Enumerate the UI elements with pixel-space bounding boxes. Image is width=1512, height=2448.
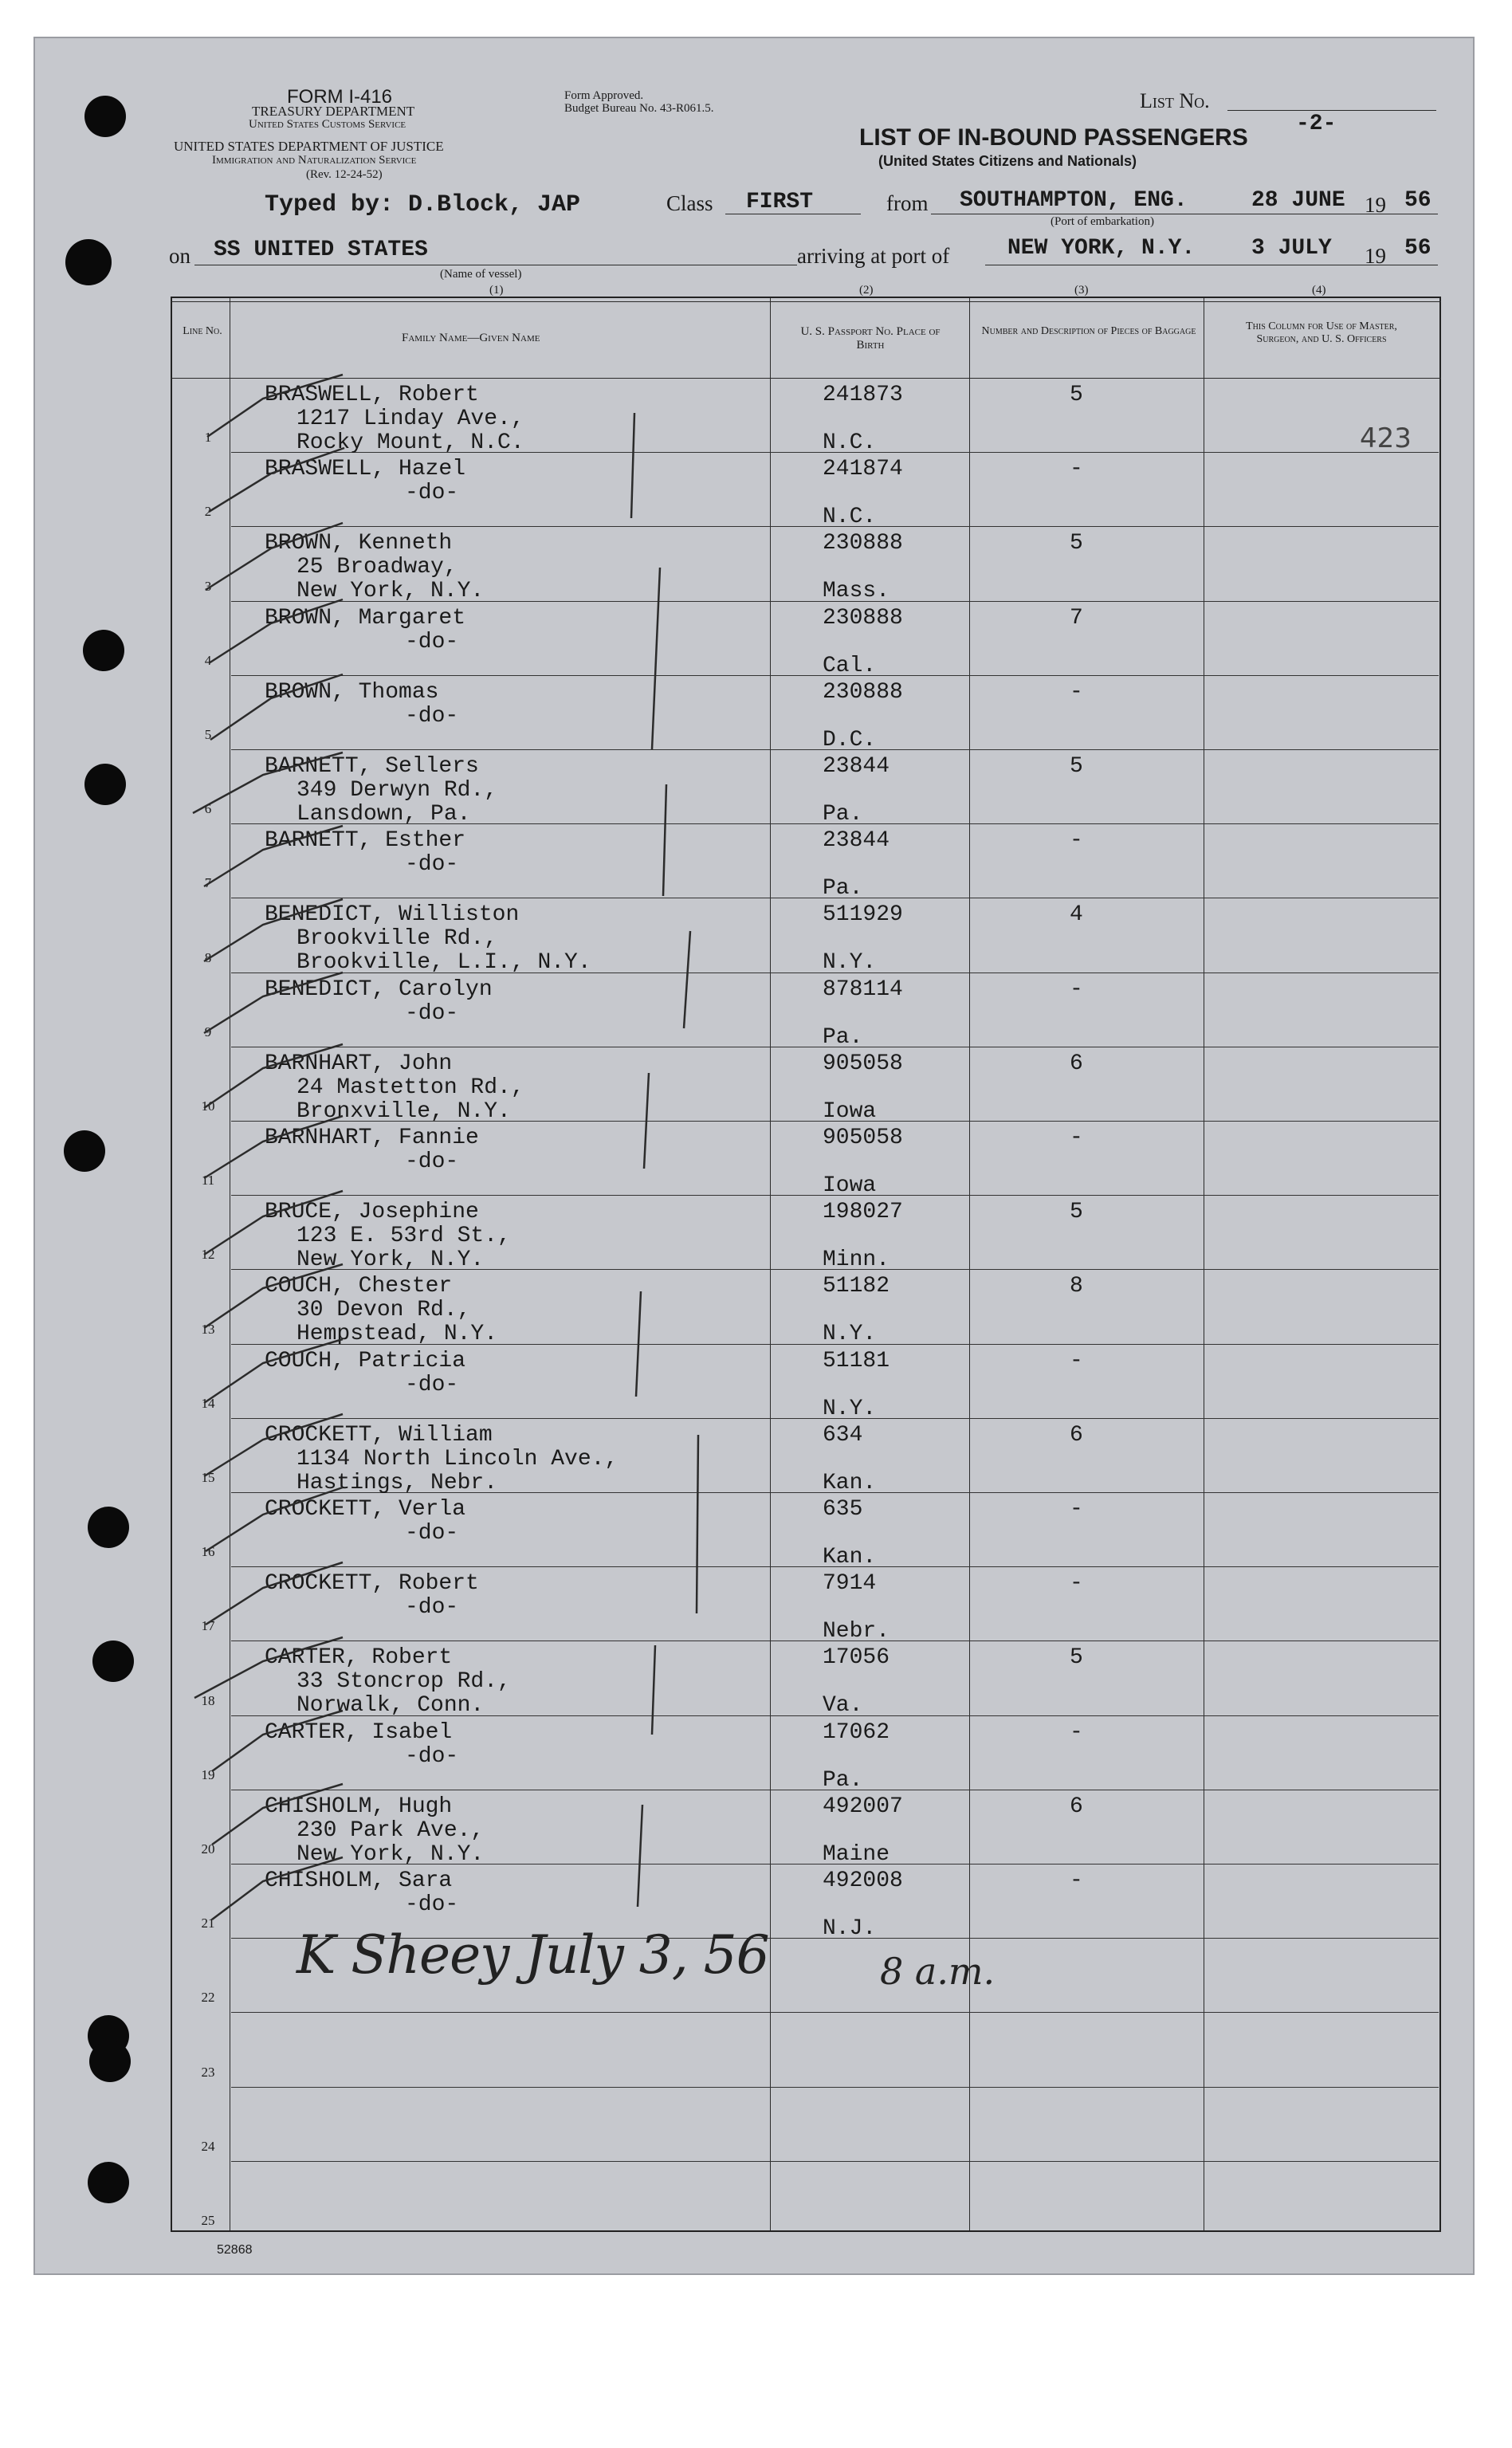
port-embarkation-caption: (Port of embarkation) (1051, 215, 1154, 228)
passenger-name: CHISHOLM, Sara (265, 1868, 453, 1893)
col-num-3: (3) (1074, 284, 1089, 297)
passport-number: 198027 (823, 1200, 903, 1225)
arrival-date: 3 JULY (1251, 236, 1332, 261)
place-of-birth: Maine (823, 1841, 890, 1867)
passenger-name: BARNETT, Sellers (265, 754, 479, 779)
passenger-address-1: 123 E. 53rd St., (297, 1224, 511, 1249)
line-number: 22 (201, 1990, 215, 2006)
passport-number: 17062 (823, 1719, 890, 1745)
list-subtitle: (United States Citizens and Nationals) (878, 153, 1137, 169)
passenger-name: BRUCE, Josephine (265, 1200, 479, 1225)
line-number: 3 (204, 578, 212, 594)
baggage-count: 5 (1070, 531, 1083, 556)
line-number: 13 (201, 1321, 215, 1337)
line-number: 23 (201, 2064, 215, 2080)
officer-note: 423 (1360, 422, 1412, 454)
baggage-count: - (1070, 1126, 1083, 1150)
passport-number: 51181 (823, 1348, 890, 1373)
passenger-address-1: 33 Stoncrop Rd., (297, 1669, 511, 1695)
passport-number: 878114 (823, 976, 903, 1002)
passenger-name: CHISHOLM, Hugh (265, 1794, 453, 1819)
passenger-name: BARNHART, Fannie (265, 1126, 479, 1150)
passport-number: 492007 (823, 1794, 903, 1819)
passport-number: 7914 (823, 1571, 877, 1597)
line-number: 17 (201, 1618, 215, 1634)
line-number: 5 (204, 727, 212, 742)
list-title: LIST OF IN-BOUND PASSENGERS (859, 124, 1248, 151)
ins-service: Immigration and Naturalization Service (212, 154, 417, 167)
passport-number: 17056 (823, 1645, 890, 1671)
place-of-birth: Mass. (823, 579, 890, 604)
place-of-birth: Nebr. (823, 1619, 890, 1644)
place-of-birth: Iowa (823, 1098, 877, 1124)
passenger-address-1: 24 Mastetton Rd., (297, 1075, 524, 1100)
budget-bureau: Budget Bureau No. 43-R061.5. (564, 102, 714, 115)
place-of-birth: Minn. (823, 1248, 890, 1273)
line-number: 16 (201, 1544, 215, 1560)
header-baggage: Number and Description of Pieces of Baggage (981, 325, 1196, 337)
passport-number: 905058 (823, 1051, 903, 1076)
treasury-dept: TREASURY DEPARTMENT (252, 104, 415, 119)
baggage-count: 8 (1070, 1274, 1083, 1299)
line-number: 9 (204, 1024, 212, 1039)
baggage-count: 6 (1070, 1422, 1083, 1448)
place-of-birth: N.Y. (823, 1322, 877, 1347)
passenger-address-2: Brookville, L.I., N.Y. (297, 950, 591, 976)
header-officers: This Column for Use of Master, Surgeon, and U. S. Officers (1246, 320, 1397, 345)
passenger-address-2: Lansdown, Pa. (297, 802, 471, 827)
passenger-address-2: New York, N.Y. (297, 1248, 485, 1273)
place-of-birth: Pa. (823, 802, 863, 827)
header-line-no: Line No. (183, 325, 222, 337)
line-number: 24 (201, 2138, 215, 2154)
class-label: Class (666, 191, 713, 215)
passenger-name: BENEDICT, Carolyn (265, 976, 493, 1002)
passenger-address-2: Norwalk, Conn. (297, 1693, 485, 1719)
passenger-name: BARNHART, John (265, 1051, 453, 1076)
line-number: 1 (204, 430, 212, 446)
line-number: 20 (201, 1841, 215, 1857)
passenger-name: BROWN, Margaret (265, 605, 466, 631)
baggage-count: 6 (1070, 1794, 1083, 1819)
passport-number: 230888 (823, 679, 903, 705)
year-prefix-2: 19 (1365, 244, 1386, 268)
form-number: FORM I-416 (287, 86, 393, 108)
line-number: 14 (201, 1395, 215, 1411)
passenger-name: COUCH, Chester (265, 1274, 453, 1299)
passenger-address-1: -do- (405, 703, 459, 729)
place-of-birth: N.Y. (823, 1396, 877, 1421)
passenger-address-1: -do- (405, 1892, 459, 1917)
baggage-count: - (1070, 679, 1083, 705)
year-2: 56 (1404, 236, 1431, 261)
passenger-address-2: Hastings, Nebr. (297, 1470, 498, 1495)
baggage-count: 7 (1070, 605, 1083, 631)
passenger-address-1: -do- (405, 1743, 459, 1769)
year-prefix-1: 19 (1365, 193, 1386, 217)
year-1: 56 (1404, 188, 1431, 213)
line-number: 2 (204, 504, 212, 520)
line-number: 8 (204, 949, 212, 965)
baggage-count: - (1070, 1497, 1083, 1522)
place-of-birth: Iowa (823, 1173, 877, 1198)
from-label: from (886, 191, 929, 215)
passenger-address-1: 30 Devon Rd., (297, 1298, 471, 1323)
passport-number: 230888 (823, 605, 903, 631)
header-passport: U. S. Passport No. Place of Birth (800, 325, 941, 352)
col-num-2: (2) (859, 284, 874, 297)
passport-number: 492008 (823, 1868, 903, 1893)
passenger-address-1: -do- (405, 1595, 459, 1621)
class-value: FIRST (746, 190, 814, 214)
port-of-embarkation: SOUTHAMPTON, ENG. (960, 188, 1188, 213)
passenger-address-1: 1217 Linday Ave., (297, 407, 524, 431)
arriving-label: arriving at port of (797, 244, 950, 268)
passenger-name: BRASWELL, Hazel (265, 457, 466, 482)
passenger-address-2: Bronxville, N.Y. (297, 1098, 511, 1124)
baggage-count: 4 (1070, 902, 1083, 928)
passenger-address-1: 349 Derwyn Rd., (297, 778, 498, 803)
line-number: 11 (201, 1173, 215, 1189)
line-number: 19 (201, 1766, 215, 1782)
passenger-name: BRASWELL, Robert (265, 383, 479, 407)
passenger-address-1: -do- (405, 1372, 459, 1397)
line-number: 15 (201, 1470, 215, 1485)
list-no-value: -2- (1296, 112, 1337, 136)
passport-number: 23844 (823, 828, 890, 854)
baggage-count: - (1070, 1868, 1083, 1893)
place-of-birth: N.C. (823, 430, 877, 455)
passenger-name: BROWN, Kenneth (265, 531, 453, 556)
passenger-name: BENEDICT, Williston (265, 902, 520, 928)
baggage-count: 6 (1070, 1051, 1083, 1076)
passenger-name: BROWN, Thomas (265, 679, 439, 705)
baggage-count: - (1070, 1571, 1083, 1597)
col-num-1: (1) (489, 284, 504, 297)
place-of-birth: N.J. (823, 1916, 877, 1941)
place-of-birth: Pa. (823, 1024, 863, 1050)
passenger-address-2: Rocky Mount, N.C. (297, 430, 524, 455)
embarkation-date: 28 JUNE (1251, 188, 1345, 213)
passenger-address-1: 1134 North Lincoln Ave., (297, 1446, 619, 1472)
line-number: 7 (204, 875, 212, 891)
passenger-address-2: New York, N.Y. (297, 579, 485, 604)
col-num-4: (4) (1312, 284, 1326, 297)
passenger-address-1: -do- (405, 1000, 459, 1026)
passenger-name: COUCH, Patricia (265, 1348, 466, 1373)
typed-by: Typed by: D.Block, JAP (265, 191, 581, 218)
vessel-caption: (Name of vessel) (440, 268, 522, 281)
passport-number: 230888 (823, 531, 903, 556)
passport-number: 634 (823, 1422, 863, 1448)
baggage-count: 5 (1070, 1200, 1083, 1225)
line-number: 25 (201, 2213, 215, 2228)
place-of-birth: N.Y. (823, 950, 877, 976)
passport-number: 635 (823, 1497, 863, 1522)
line-number: 10 (201, 1098, 215, 1114)
passport-number: 23844 (823, 754, 890, 779)
place-of-birth: Cal. (823, 653, 877, 678)
line-number: 18 (201, 1692, 215, 1708)
passenger-name: CARTER, Robert (265, 1645, 453, 1671)
form-print-code: 52868 (217, 2243, 253, 2257)
place-of-birth: D.C. (823, 727, 877, 752)
form-revision: (Rev. 12-24-52) (306, 168, 383, 181)
baggage-count: - (1070, 1348, 1083, 1373)
baggage-count: - (1070, 457, 1083, 482)
line-number: 4 (204, 652, 212, 668)
place-of-birth: Kan. (823, 1545, 877, 1570)
passenger-name: CROCKETT, Robert (265, 1571, 479, 1597)
passenger-address-1: -do- (405, 481, 459, 506)
baggage-count: 5 (1070, 754, 1083, 779)
place-of-birth: Pa. (823, 876, 863, 902)
passenger-address-1: 25 Broadway, (297, 555, 458, 580)
passport-number: 241873 (823, 383, 903, 407)
passport-number: 241874 (823, 457, 903, 482)
baggage-count: 5 (1070, 1645, 1083, 1671)
passenger-address-2: Hempstead, N.Y. (297, 1322, 498, 1347)
passenger-name: CARTER, Isabel (265, 1719, 453, 1745)
form-approved: Form Approved. (564, 89, 644, 102)
passenger-address-1: 230 Park Ave., (297, 1817, 485, 1843)
passenger-name: CROCKETT, Verla (265, 1497, 466, 1522)
baggage-count: - (1070, 828, 1083, 854)
passenger-address-1: -do- (405, 852, 459, 878)
place-of-birth: N.C. (823, 505, 877, 530)
baggage-count: - (1070, 976, 1083, 1002)
passport-number: 905058 (823, 1126, 903, 1150)
on-label: on (169, 244, 190, 268)
passenger-address-1: -do- (405, 629, 459, 654)
place-of-birth: Va. (823, 1693, 863, 1719)
passenger-address-1: Brookville Rd., (297, 926, 498, 952)
place-of-birth: Pa. (823, 1767, 863, 1793)
passport-number: 51182 (823, 1274, 890, 1299)
passenger-address-1: -do- (405, 1521, 459, 1546)
justice-dept: UNITED STATES DEPARTMENT OF JUSTICE (174, 139, 444, 154)
line-number: 6 (204, 801, 212, 817)
place-of-birth: Kan. (823, 1470, 877, 1495)
arrival-time-note: 8 a.m. (880, 1950, 996, 1993)
passenger-name: CROCKETT, William (265, 1422, 493, 1448)
line-number: 21 (201, 1916, 215, 1931)
list-no-label: List No. (1140, 89, 1210, 112)
arrival-port: NEW YORK, N.Y. (1007, 236, 1196, 261)
passenger-address-2: New York, N.Y. (297, 1841, 485, 1867)
line-number: 12 (201, 1247, 215, 1263)
inspector-signature: K Sheey July 3, 56 (297, 1924, 769, 1986)
passenger-name: BARNETT, Esther (265, 828, 466, 854)
baggage-count: 5 (1070, 383, 1083, 407)
customs-service: United States Customs Service (249, 118, 406, 131)
passenger-address-1: -do- (405, 1149, 459, 1174)
vessel-name: SS UNITED STATES (214, 238, 428, 262)
passport-number: 511929 (823, 902, 903, 928)
header-family-name: Family Name—Given Name (402, 332, 540, 344)
baggage-count: - (1070, 1719, 1083, 1745)
